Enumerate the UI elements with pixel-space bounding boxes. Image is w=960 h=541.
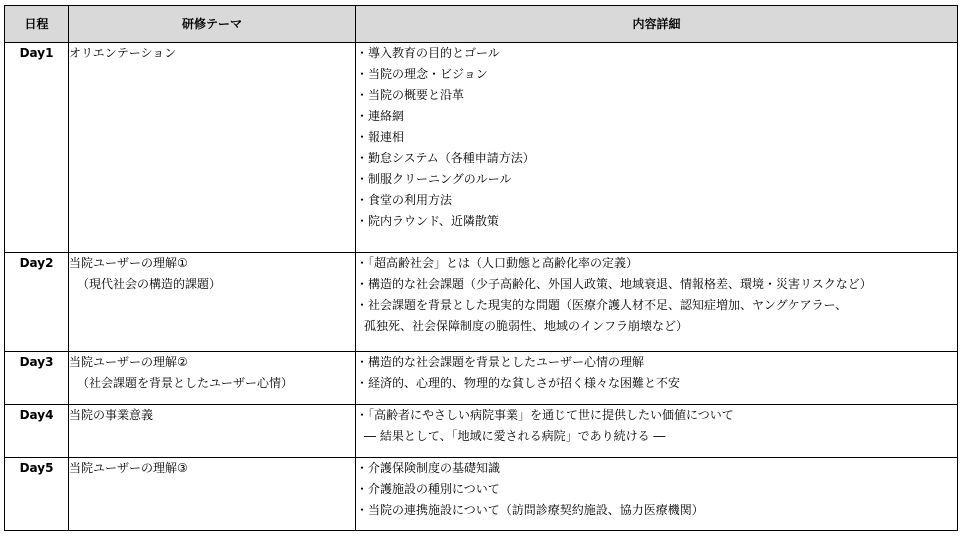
detail-item: ・当院の理念・ビジョン (356, 67, 488, 81)
theme-title: 当院の事業意義 (69, 408, 154, 422)
detail-item: ・制服クリーニングのルール (356, 172, 512, 186)
detail-item: ・社会課題を背景とした現実的な問題（医療介護人材不足、認知症増加、ヤングケアラー、 (356, 298, 848, 312)
theme-subtitle: （社会課題を背景としたユーザー心情） (77, 376, 294, 390)
theme-title: 当院ユーザーの理解① (69, 256, 188, 270)
detail-item: ・食堂の利用方法 (356, 193, 453, 207)
theme-subtitle: （現代社会の構造的課題） (77, 277, 222, 291)
table-row-day1 (5, 43, 958, 253)
detail-item: ・構造的な社会課題（少子高齢化、外国人政策、地域衰退、情報格差、環境・災害リスクなど） (356, 277, 872, 291)
detail-cell (356, 352, 958, 405)
detail-item: ・報連相 (356, 130, 405, 144)
theme-cell (69, 253, 356, 352)
header-row (5, 6, 958, 43)
detail-cell (356, 43, 958, 253)
detail-item: ・連絡網 (356, 109, 405, 123)
day-label: Day4 (5, 405, 69, 458)
detail-item: ・「高齢者にやさしい病院事業」を通じて世に提供したい価値について (356, 408, 734, 422)
detail-item: ・構造的な社会課題を背景としたユーザー心情の理解 (356, 355, 645, 369)
detail-cell (356, 458, 958, 531)
detail-cell (356, 405, 958, 458)
table-row-day4 (5, 405, 958, 458)
detail-item-continuation: 孤独死、社会保障制度の脆弱性、地域のインフラ崩壊など） (364, 319, 689, 333)
detail-item: ・院内ラウンド、近隣散策 (356, 214, 499, 228)
day-label: Day1 (5, 43, 69, 253)
header-day: 日程 (5, 6, 69, 43)
detail-item: ・勤怠システム（各種申請方法） (356, 151, 535, 165)
detail-item: ・「超高齢社会」とは（人口動態と高齢化率の定義） (356, 256, 639, 270)
detail-item: ・経済的、心理的、物理的な貧しさが招く様々な困難と不安 (356, 376, 681, 390)
header-detail: 内容詳細 (356, 6, 958, 43)
theme-cell (69, 405, 356, 458)
detail-item: ・当院の概要と沿革 (356, 88, 465, 102)
theme-title: 当院ユーザーの理解② (69, 355, 188, 369)
detail-cell (356, 253, 958, 352)
day-label: Day3 (5, 352, 69, 405)
table-row-day5 (5, 458, 958, 531)
theme-cell (69, 43, 356, 253)
detail-item: ・当院の連携施設について（訪問診療契約施設、協力医療機関） (356, 503, 704, 517)
table-row-day3 (5, 352, 958, 405)
day-label: Day2 (5, 253, 69, 352)
day-label: Day5 (5, 458, 69, 531)
table-row-day2 (5, 253, 958, 352)
theme-cell (69, 352, 356, 405)
detail-item-continuation: ― 結果として、「地域に愛される病院」であり続ける ― (364, 429, 666, 443)
detail-item: ・介護施設の種別について (356, 482, 500, 496)
theme-title: 当院ユーザーの理解③ (69, 461, 188, 475)
theme-title: オリエンテーション (69, 46, 177, 60)
training-schedule-table (4, 5, 958, 531)
detail-item: ・介護保険制度の基礎知識 (356, 461, 501, 475)
detail-item: ・導入教育の目的とゴール (356, 46, 500, 60)
header-theme: 研修テーマ (69, 6, 356, 43)
theme-cell (69, 458, 356, 531)
